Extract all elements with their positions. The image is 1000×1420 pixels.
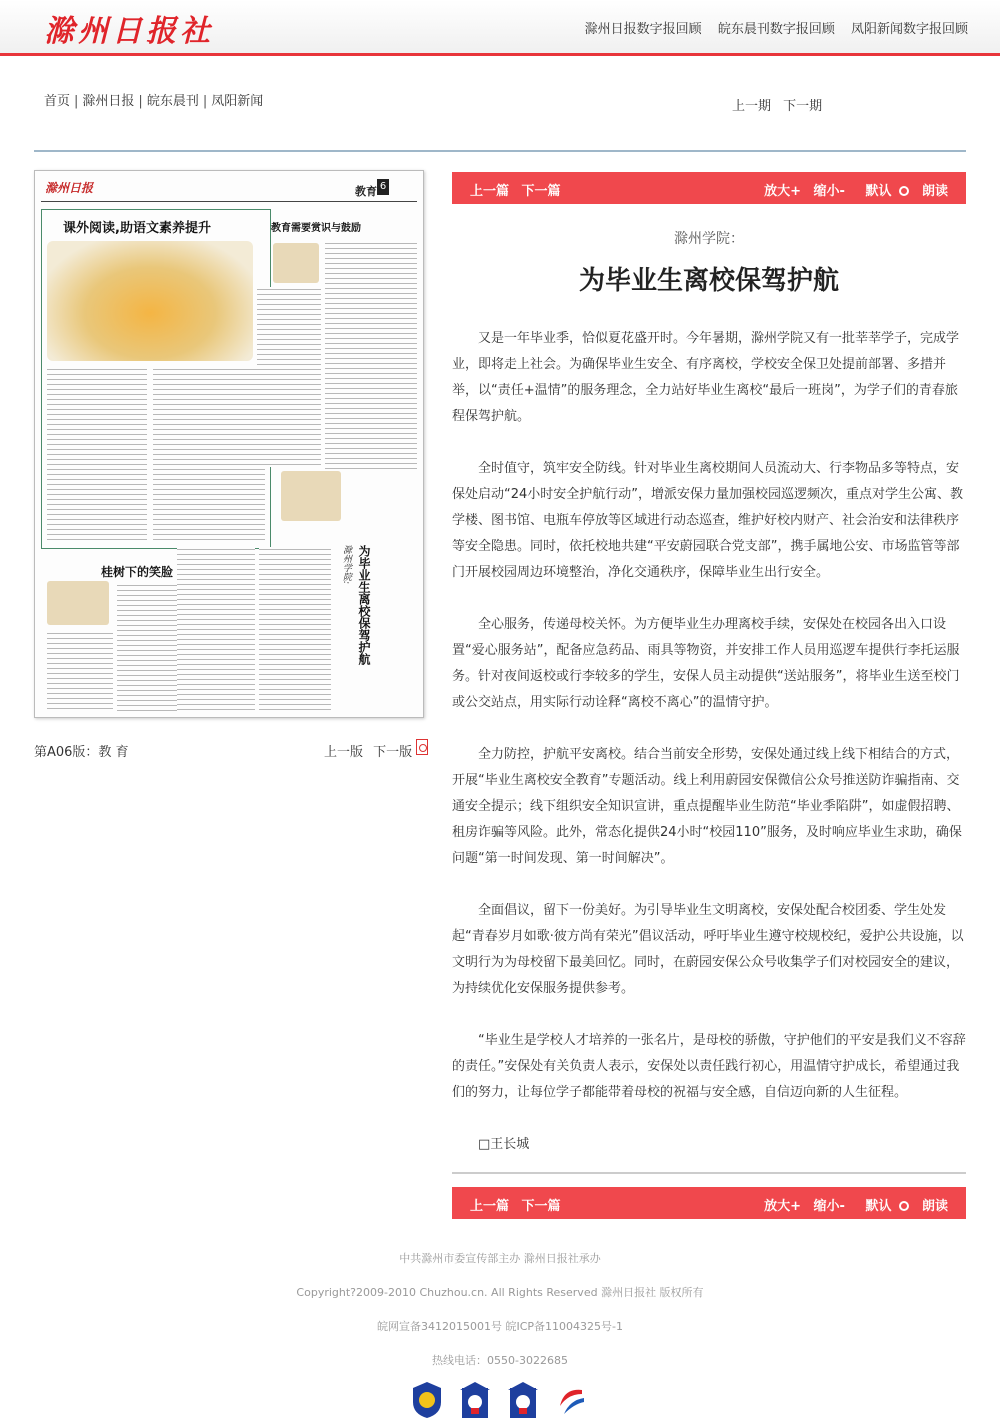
article-body [452, 326, 966, 1158]
footer-copyright: Copyright?2009-2010 Chuzhou.cn. All Rights Reserved 滁州日报社 版权所有 [296, 1286, 704, 1299]
thumb-photo [281, 471, 341, 521]
article-paragraph: 又是一年毕业季，恰似夏花盛开时。今年暑期，滁州学院又有一批莘莘学子，完成学业，即将走上社会。为确保毕业生安全、有序离校，学校安全保卫处提前部署、多措并举，以“责任+温情”的服务理念，全力站好毕业生离校“最后一班岗”，为学子们的青春旅程保驾护航。 [452, 331, 960, 424]
report-center-icon[interactable] [554, 1380, 588, 1420]
newspaper-page-thumbnail[interactable] [34, 170, 424, 718]
next-issue-link[interactable]: 下一期 [783, 99, 823, 114]
footer-icp[interactable]: 皖网宣备3412015001号 皖ICP备11004325号-1 [377, 1320, 623, 1333]
archive-links [573, 18, 968, 37]
default-size-button[interactable] [857, 1199, 909, 1214]
thumb-masthead: 滁州日报 [45, 181, 94, 195]
nav-separator: | [74, 94, 79, 109]
chuzhou-daily-archive-link[interactable]: 滁州日报数字报回顾 [584, 22, 702, 37]
footer-hotline: 热线电话：0550-3022685 [432, 1354, 568, 1367]
article-paragraph: 全面倡议，留下一份美好。为引导毕业生文明离校，安保处配合校团委、学生处发起“青春岁月如歌·彼方尚有荣光”倡议活动，呼吁毕业生遵守校规校纪，爱护公共设施，以文明行为为母校留下最美回忆。同时，在蔚园安保公众号收集学子们对校园安全的建议，为持续优化安保服务提供参考。 [452, 903, 964, 996]
site-header [0, 0, 1000, 56]
thumb-text-block [259, 547, 331, 711]
circle-icon [899, 1201, 909, 1211]
thumb-headline-smiles[interactable]: 桂树下的笑脸 [101, 565, 174, 579]
default-size-label: 默认 [865, 1199, 892, 1214]
default-size-label: 默认 [865, 184, 892, 199]
thumb-rule [41, 201, 417, 202]
cyber-police-icon[interactable] [458, 1380, 492, 1420]
zoom-in-button[interactable]: 放大+ [764, 184, 801, 199]
thumb-text-block [47, 631, 113, 711]
header-divider [34, 150, 966, 152]
article-divider [452, 1172, 966, 1174]
default-size-button[interactable] [857, 184, 909, 199]
thumb-headline-encouragement[interactable]: 教育需要赏识与鼓励 [271, 223, 361, 234]
thumb-illustration [47, 241, 253, 361]
nav-fengyang-news[interactable]: 凤阳新闻 [211, 94, 264, 109]
nav-separator: | [138, 94, 143, 109]
fengyang-news-archive-link[interactable]: 凤阳新闻数字报回顾 [850, 22, 968, 37]
zoom-out-button[interactable]: 缩小- [813, 1199, 845, 1214]
nav-separator: | [202, 94, 208, 109]
pdf-icon[interactable] [416, 739, 428, 755]
prev-article-button[interactable]: 上一篇 [470, 184, 510, 199]
thumb-vertical-title[interactable]: 为毕业生离校保驾护航 [357, 545, 371, 665]
footer-badges [410, 1380, 610, 1420]
article-toolbar-top [452, 172, 966, 204]
thumb-text-block [47, 367, 147, 543]
zoom-out-button[interactable]: 缩小- [813, 184, 845, 199]
cyber-police-icon[interactable] [506, 1380, 540, 1420]
thumb-photo [47, 581, 109, 625]
next-page-link[interactable]: 下一版 [373, 745, 413, 760]
article-subhead: 滁州学院： [674, 231, 744, 247]
article-headline: 为毕业生离校保驾护航 [578, 266, 839, 296]
nav-chuzhou-daily[interactable]: 滁州日报 [82, 94, 135, 109]
thumb-vertical-subtitle: 滁州学院: [341, 545, 351, 585]
site-logo[interactable]: 滁州日报社 [44, 14, 214, 49]
thumb-text-block [153, 367, 265, 543]
thumb-headline-reading[interactable]: 课外阅读,助语文素养提升 [63, 221, 211, 236]
next-article-button[interactable]: 下一篇 [521, 1199, 561, 1214]
read-aloud-button[interactable]: 朗读 [921, 1199, 948, 1214]
police-shield-icon[interactable] [410, 1380, 444, 1420]
next-article-button[interactable]: 下一篇 [521, 184, 561, 199]
nav-wandong-morning[interactable]: 皖东晨刊 [146, 94, 199, 109]
thumb-photo [273, 243, 319, 283]
footer-sponsor: 中共滁州市委宣传部主办 滁州日报社承办 [399, 1252, 601, 1265]
page-nav [324, 741, 418, 760]
prev-article-button[interactable]: 上一篇 [470, 1199, 510, 1214]
article-paragraph: “毕业生是学校人才培养的一张名片，是母校的骄傲，守护他们的平安是我们义不容辞的责任。”安保处有关负责人表示，安保处以责任践行初心，用温情守护成长，希望通过我们的努力，让每位学子都能带着母校的祝福与安全感，自信迈向新的人生征程。 [452, 1033, 966, 1100]
site-footer [0, 1250, 1000, 1386]
thumb-text-block [177, 547, 255, 711]
article-author: □王长城 [478, 1137, 530, 1152]
thumb-text-block [257, 287, 321, 467]
wandong-morning-archive-link[interactable]: 皖东晨刊数字报回顾 [717, 22, 835, 37]
nav-home[interactable]: 首页 [44, 94, 71, 109]
page-name: 第A06版：教 育 [34, 745, 129, 760]
issue-nav [732, 95, 830, 114]
thumb-section-number: 6 [377, 179, 389, 195]
article-paragraph: 全时值守，筑牢安全防线。针对毕业生离校期间人员流动大、行李物品多等特点，安保处启动“24小时安全护航行动”，增派安保力量加强校园巡逻频次，重点对学生公寓、教学楼、图书馆、电瓶车停放等区域进行动态巡查，维护好校内财产、社会治安和法律秩序等安全隐患。同时，依托校地共建“平安蔚园联合党支部”，携手属地公安、市场监管等部门开展校园周边环境整治，净化交通秩序，保障毕业生出行安全。 [452, 461, 964, 580]
main-nav [44, 90, 263, 109]
thumb-section: 教育 [355, 185, 377, 198]
zoom-in-button[interactable]: 放大+ [764, 1199, 801, 1214]
article-paragraph: 全心服务，传递母校关怀。为方便毕业生办理离校手续，安保处在校园各出入口设置“爱心服务站”，配备应急药品、雨具等物资，并安排工作人员用巡逻车提供行李托运服务。针对夜间返校或行李较多的学生，安保人员主动提供“送站服务”，将毕业生送至校门或公交站点，用实际行动诠释“离校不离心”的温情守护。 [452, 617, 960, 710]
article-toolbar-bottom [452, 1187, 966, 1219]
circle-icon [899, 186, 909, 196]
thumb-text-block [325, 241, 417, 471]
prev-page-link[interactable]: 上一版 [324, 745, 364, 760]
article-paragraph: 全力防控，护航平安离校。结合当前安全形势，安保处通过线上线下相结合的方式，开展“毕业生离校安全教育”专题活动。线上利用蔚园安保微信公众号推送防诈骗指南、交通安全提示；线下组织安全知识宣讲，重点提醒毕业生防范“毕业季陷阱”，如虚假招聘、租房诈骗等风险。此外，常态化提供24小时“校园110”服务，及时响应毕业生求助，确保问题“第一时间发现、第一时间解决”。 [452, 747, 962, 866]
prev-issue-link[interactable]: 上一期 [732, 99, 772, 114]
read-aloud-button[interactable]: 朗读 [921, 184, 948, 199]
